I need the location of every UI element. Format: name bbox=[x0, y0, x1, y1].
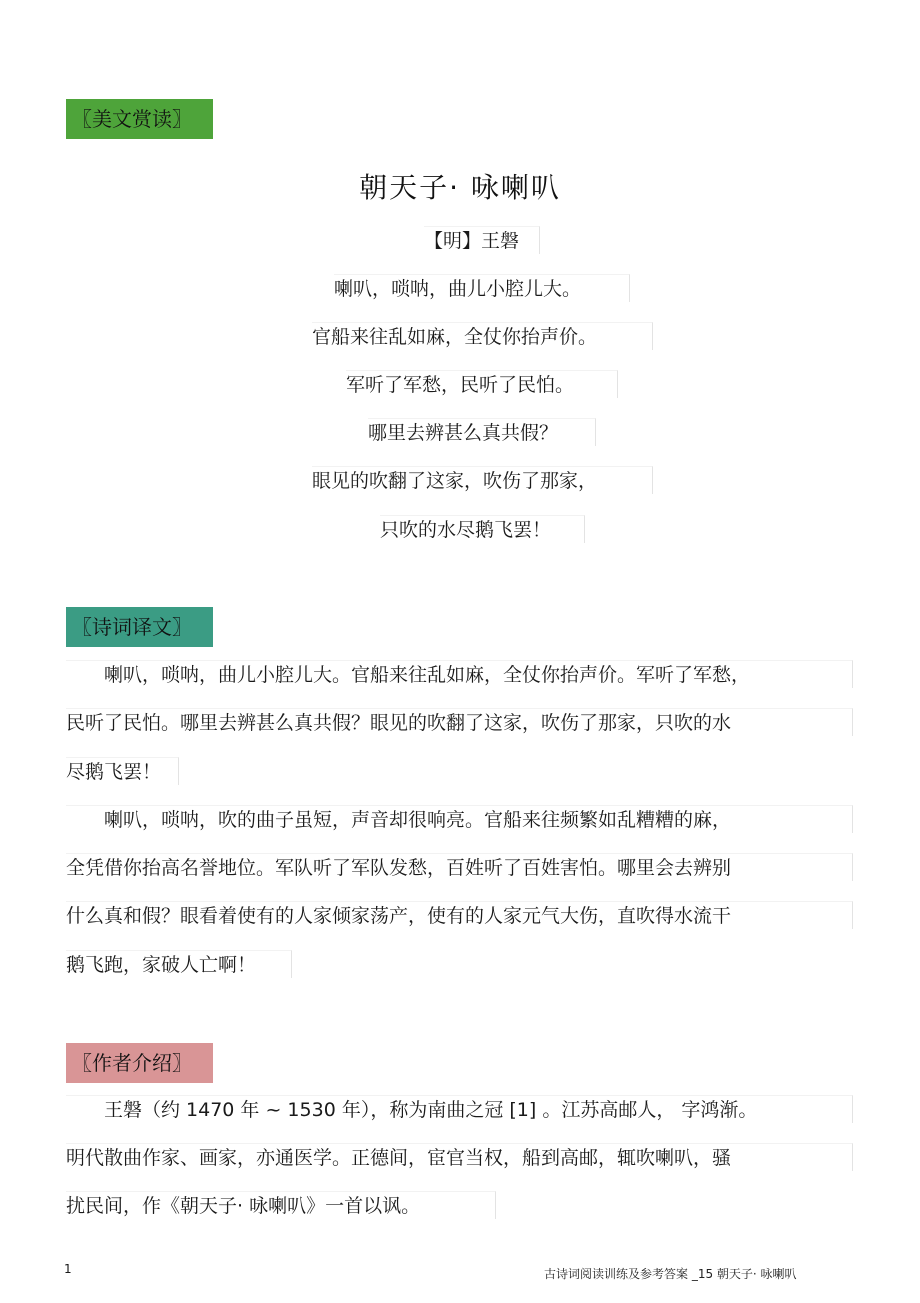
poem-line-6: 只吹的水尽鹅飞罢！ bbox=[380, 515, 585, 543]
translation-line-4: 喇叭，唢呐，吹的曲子虽短，声音却很响亮。官船来往频繁如乱糟糟的麻， bbox=[66, 805, 853, 833]
poem-line-3: 军听了军愁，民听了民怕。 bbox=[346, 370, 618, 398]
section-tag-appreciation: 〖美文赏读〗 bbox=[66, 99, 213, 139]
author-line-2: 明代散曲作家、画家，亦通医学。正德间，宦官当权，船到高邮，辄吹喇叭，骚 bbox=[66, 1143, 853, 1171]
section-tag-author: 〖作者介绍〗 bbox=[66, 1043, 213, 1083]
translation-line-5: 全凭借你抬高名誉地位。军队听了军队发愁，百姓听了百姓害怕。哪里会去辨别 bbox=[66, 853, 853, 881]
poem-line-5: 眼见的吹翻了这家，吹伤了那家， bbox=[312, 466, 653, 494]
translation-line-1: 喇叭，唢呐，曲儿小腔儿大。官船来往乱如麻，全仗你抬声价。军听了军愁， bbox=[66, 660, 853, 688]
translation-line-6: 什么真和假？眼看着使有的人家倾家荡产，使有的人家元气大伤，直吹得水流干 bbox=[66, 901, 853, 929]
poem-author: 【明】王磐 bbox=[424, 226, 540, 254]
section-tag-translation: 〖诗词译文〗 bbox=[66, 607, 213, 647]
footer-text: 古诗词阅读训练及参考答案 _15 朝天子· 咏喇叭 bbox=[544, 1267, 797, 1281]
translation-line-7: 鹅飞跑，家破人亡啊！ bbox=[66, 950, 292, 978]
page-number: 1 bbox=[64, 1262, 72, 1276]
translation-line-3: 尽鹅飞罢！ bbox=[66, 757, 179, 785]
translation-line-2: 民听了民怕。哪里去辨甚么真共假？眼见的吹翻了这家，吹伤了那家，只吹的水 bbox=[66, 708, 853, 736]
author-line-3: 扰民间，作《朝天子· 咏喇叭》一首以讽。 bbox=[66, 1191, 496, 1219]
poem-line-4: 哪里去辨甚么真共假？ bbox=[368, 418, 596, 446]
poem-line-1: 喇叭，唢呐，曲儿小腔儿大。 bbox=[334, 274, 630, 302]
poem-line-2: 官船来往乱如麻，全仗你抬声价。 bbox=[312, 322, 653, 350]
author-line-1: 王磐（约 1470 年 ~ 1530 年），称为南曲之冠 [1] 。江苏高邮人， 字鸿渐。 bbox=[66, 1095, 853, 1123]
poem-title: 朝天子· 咏喇叭 bbox=[359, 171, 561, 204]
